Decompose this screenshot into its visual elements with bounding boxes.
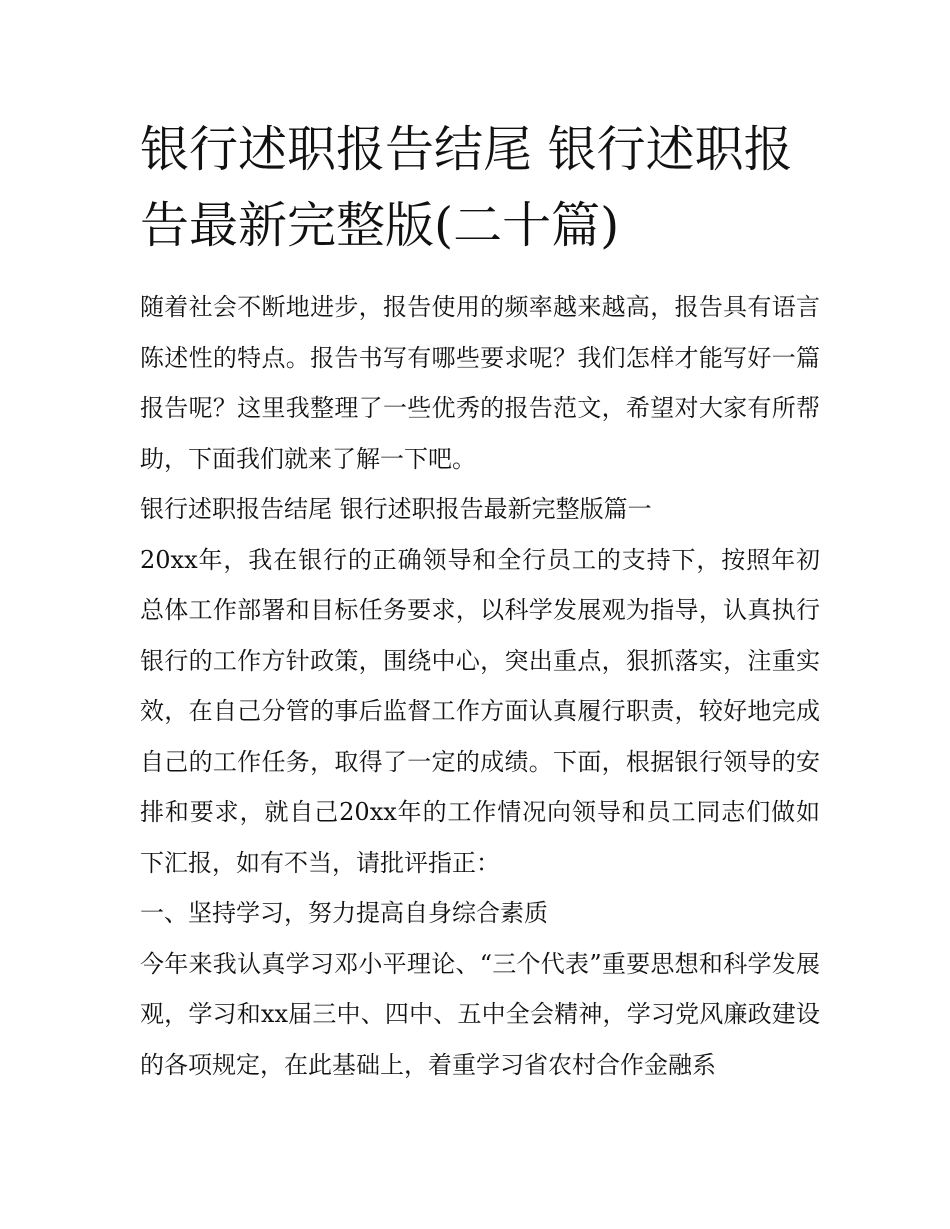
intro-paragraph: 随着社会不断地进步，报告使用的频率越来越高，报告具有语言陈述性的特点。报告书写有哪些要求呢？我们怎样才能写好一篇报告呢？这里我整理了一些优秀的报告范文，希望对大家有所帮助，下面我们就来了解一下吧。 (140, 293, 820, 473)
document-title: 银行述职报告结尾 银行述职报告最新完整版(二十篇) (140, 121, 793, 254)
subsection-heading: 一、坚持学习，努力提高自身综合素质 (140, 899, 548, 927)
body-paragraph: 20xx年，我在银行的正确领导和全行员工的支持下，按照年初总体工作部署和目标任务要求，以科学发展观为指导，认真执行银行的工作方针政策，围绕中心，突出重点，狠抓落实，注重实效，在自己分管的事后监督工作方面认真履行职责，较好地完成自己的工作任务，取得了一定的成绩。下面，根据银行领导的安排和要求，就自己20xx年的工作情况向领导和员工同志们做如下汇报，如有不当，请批评指正： (140, 545, 820, 877)
section-heading: 银行述职报告结尾 银行述职报告最新完整版篇一 (140, 495, 652, 523)
body-paragraph: 今年来我认真学习邓小平理论、“三个代表”重要思想和科学发展观，学习和xx届三中、四中、五中全会精神，学习党风廉政建设的各项规定，在此基础上，着重学习省农村合作金融系 (140, 949, 820, 1079)
